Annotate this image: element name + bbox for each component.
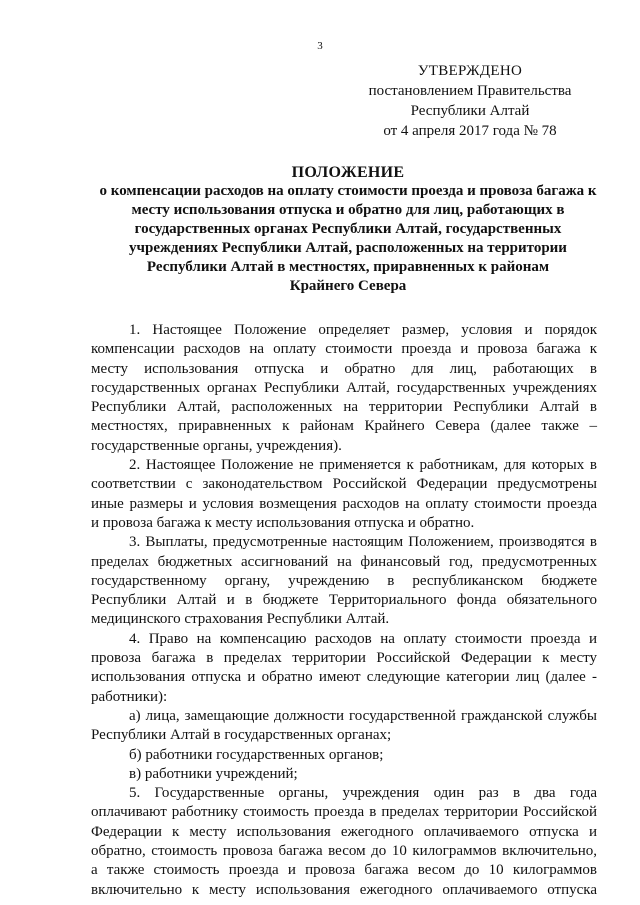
text-line: государственному органу, учреждению в республиканском бюджете [91, 572, 597, 589]
text-line: Республики Алтай в государственных органах; [91, 727, 392, 744]
text-line: государственных органах Республики Алтай, государственных учреждениях [91, 379, 597, 396]
paragraph-4 [91, 630, 597, 707]
text-line: медицинского страхования Республики Алтай. [91, 611, 390, 628]
text-line: компенсации расходов на оплату стоимости проезда и провоза багажа к [91, 341, 597, 358]
heading-line: о компенсации расходов на оплату стоимости проезда и провоза багажа к [99, 183, 597, 199]
text-line: включительно к месту использования ежегодного оплачиваемого отпуска [91, 881, 597, 898]
text-line: Республики Алтай, расположенных на территории Республики Алтай в [91, 399, 597, 416]
text-line: провоза багажа в пределах территории Российской Федерации к месту [91, 650, 597, 667]
text-line: б) работники государственных органов; [129, 746, 384, 763]
text-line: 2. Настоящее Положение не применяется к работникам, для которых в [129, 457, 597, 474]
list-item-c [91, 765, 597, 784]
paragraph-2 [91, 456, 597, 533]
text-line: пределах бюджетных ассигнований на финансовый год, предусмотренных [91, 553, 597, 570]
text-line: 3. Выплаты, предусмотренные настоящим Положением, производятся в [129, 534, 597, 551]
page-number: 3 [317, 40, 323, 52]
heading-line: Республики Алтай в местностях, приравненных к районам [146, 259, 550, 275]
text-line: 4. Право на компенсацию расходов на оплату стоимости проезда и [129, 630, 597, 647]
approval-stamp [360, 61, 580, 141]
heading-line: государственных органах Республики Алтай, государственных [134, 221, 562, 237]
document-heading [88, 163, 608, 296]
list-item-a [91, 707, 597, 746]
document-title: ПОЛОЖЕНИЕ [291, 164, 405, 181]
paragraph-3 [91, 533, 597, 629]
text-line: месту использования отпуска и обратно для лиц, работающих в [91, 360, 597, 377]
text-line: государственные органы, учреждения). [91, 437, 342, 454]
text-line: Республики Алтай и в бюджете Территориального фонда обязательного [91, 592, 597, 609]
text-line: оплачивают работнику стоимость проезда в пределах территории Российской [91, 804, 597, 821]
text-line: иные размеры и условия возмещения расходов на оплату стоимости проезда [91, 495, 597, 512]
text-line: и провоза багажа к месту использования отпуска и обратно. [91, 514, 475, 531]
text-line: а) лица, замещающие должности государственной гражданской службы [129, 707, 597, 724]
heading-line: Крайнего Севера [289, 278, 407, 294]
document-body [91, 321, 597, 900]
paragraph-5 [91, 784, 597, 900]
heading-line: учреждениях Республики Алтай, расположенных на территории [129, 240, 567, 256]
text-line: местностях, приравненных к районам Крайнего Севера (далее также – [91, 418, 597, 435]
heading-line: месту использования отпуска и обратно для лиц, работающих в [131, 202, 565, 218]
list-item-b [91, 746, 597, 765]
text-line: в) работники учреждений; [129, 765, 298, 782]
text-line: работники): [91, 688, 168, 705]
text-line: обратно, стоимость провоза багажа весом до 10 килограммов включительно, [91, 843, 597, 860]
approval-date: от 4 апреля 2017 года № 78 [383, 123, 557, 139]
paragraph-1 [91, 321, 597, 456]
text-line: Федерации к месту использования ежегодного оплачиваемого отпуска и [91, 823, 597, 840]
approval-title: УТВЕРЖДЕНО [417, 63, 523, 79]
text-line: 5. Государственные органы, учреждения один раз в два года [129, 785, 597, 802]
text-line: 1. Настоящее Положение определяет размер, условия и порядок [129, 322, 597, 338]
approval-region: Республики Алтай [410, 103, 530, 119]
text-line: использования отпуска и обратно имеют следующие категории лиц (далее - [91, 669, 597, 686]
text-line: а также стоимость проезда и провоза багажа весом до 10 килограммов [91, 862, 597, 879]
text-line: соответствии с законодательством Российской Федерации предусмотрены [91, 476, 597, 493]
approval-resolution: постановлением Правительства [368, 83, 572, 99]
